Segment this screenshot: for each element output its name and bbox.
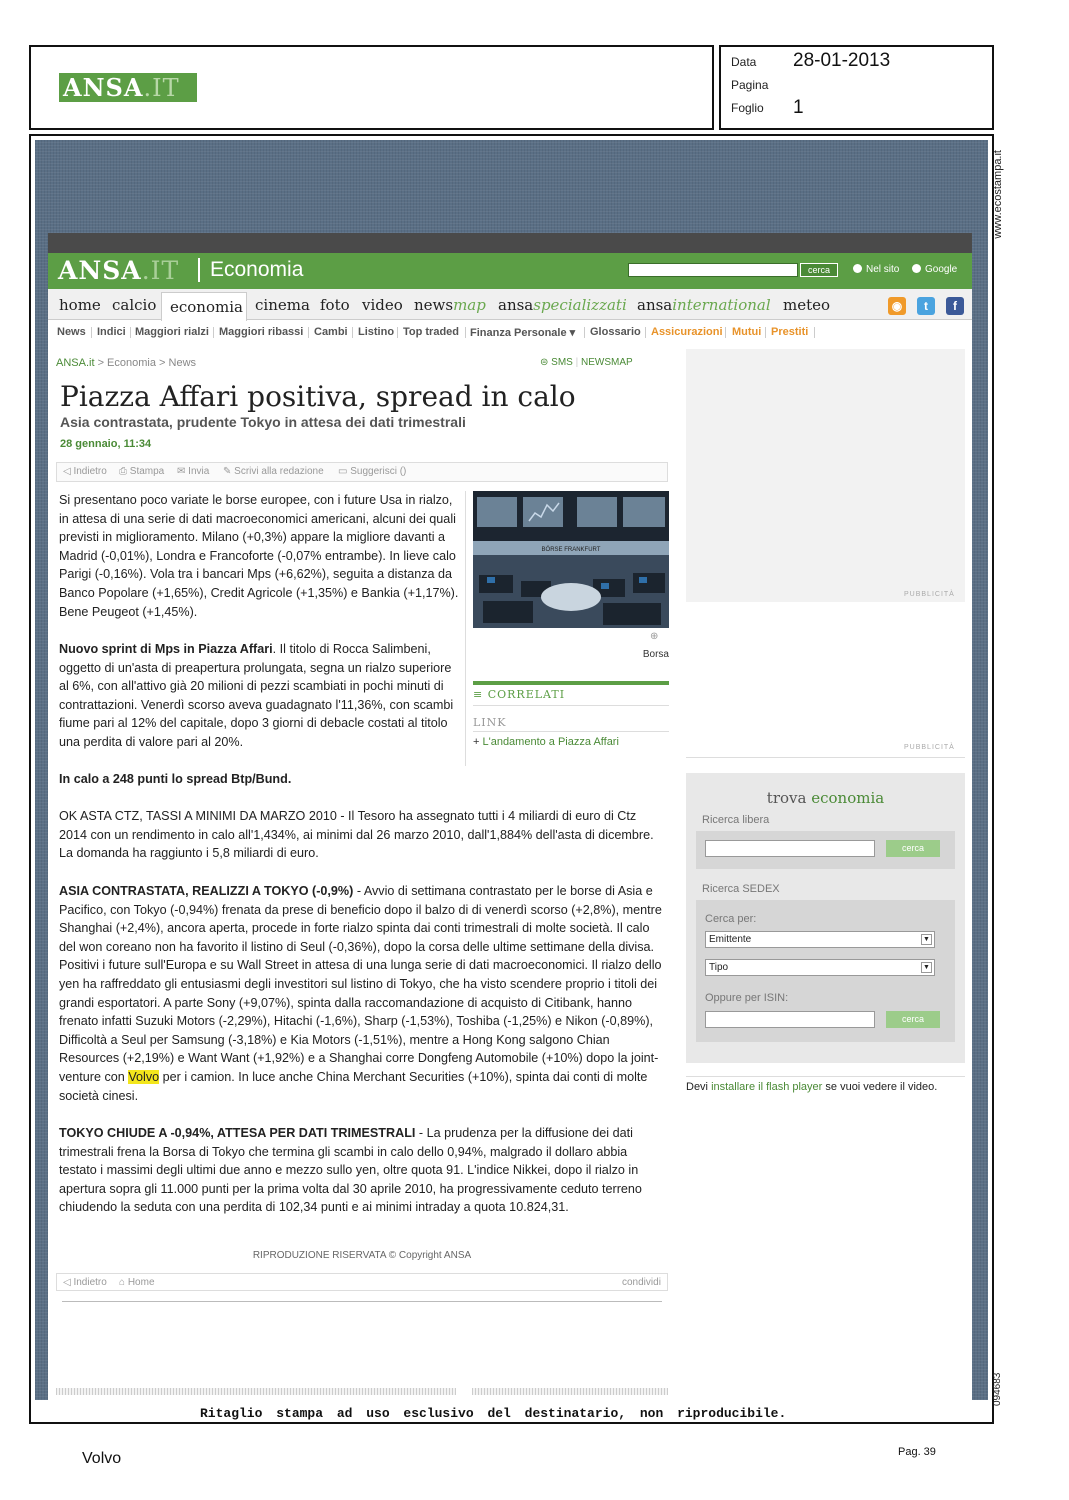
divider xyxy=(473,705,669,706)
write-editor-button[interactable]: ✎ Scrivi alla redazione xyxy=(223,466,324,477)
subnav-mutui[interactable]: Mutui xyxy=(732,326,762,338)
bottom-home-button[interactable]: ⌂ Home xyxy=(119,1277,155,1288)
pagina-label: Pagina xyxy=(731,78,769,92)
footer-page-number: Pag. 39 xyxy=(898,1446,936,1458)
trova-economia-box xyxy=(686,773,965,1063)
ricerca-libera-panel xyxy=(696,831,955,869)
footer-strip xyxy=(472,1388,668,1395)
newsmap-link[interactable]: NEWSMAP xyxy=(581,357,633,368)
breadcrumb-path: > Economia > News xyxy=(94,357,197,369)
footer-brand: Volvo xyxy=(82,1450,122,1467)
article-subtitle: Asia contrastata, prudente Tokyo in attesa dei dati trimestrali xyxy=(60,414,466,430)
clipping-meta-box xyxy=(719,45,994,130)
nav-economia[interactable]: economia xyxy=(170,298,243,316)
sms-bar: ⊜ SMS | NEWSMAP xyxy=(540,357,633,368)
data-value: 28-01-2013 xyxy=(793,50,891,71)
divider xyxy=(308,327,309,338)
ricerca-libera-input[interactable] xyxy=(705,840,875,857)
isin-label: Oppure per ISIN: xyxy=(705,992,789,1004)
divider xyxy=(645,327,646,338)
chevron-down-icon: ▼ xyxy=(921,962,932,973)
nav-video[interactable]: video xyxy=(362,296,403,314)
copyright: RIPRODUZIONE RISERVATA © Copyright ANSA xyxy=(252,1250,472,1261)
article-photo[interactable] xyxy=(473,491,669,628)
suggest-button[interactable]: ▭ Suggerisci () xyxy=(338,466,407,477)
site-header xyxy=(48,253,972,289)
correlati-bar xyxy=(473,681,669,685)
divider xyxy=(91,327,92,338)
isin-input[interactable] xyxy=(705,1011,875,1028)
breadcrumb xyxy=(56,357,196,369)
stock-exchange-photo xyxy=(473,491,669,628)
radio-dot-icon xyxy=(912,264,921,273)
side-url: www.ecostampa.it xyxy=(992,150,1004,239)
data-label: Data xyxy=(731,55,757,69)
subnav-finanza-personale[interactable]: Finanza Personale ▾ xyxy=(470,327,576,339)
divider xyxy=(814,327,815,338)
ansa-logo: ANSA.IT xyxy=(59,73,197,102)
main-nav xyxy=(48,289,972,320)
facebook-icon[interactable]: f xyxy=(946,297,964,315)
sms-link[interactable]: ⊜ SMS xyxy=(540,357,573,368)
divider xyxy=(352,327,353,338)
divider xyxy=(686,1076,965,1077)
sub-nav xyxy=(48,321,972,343)
search-input[interactable] xyxy=(628,263,798,277)
ad-slot-1[interactable]: PUBBLICITÀ xyxy=(686,349,965,602)
print-button[interactable]: ⎙ Stampa xyxy=(119,466,165,477)
article-toolbar xyxy=(56,462,668,482)
emittente-select[interactable]: Emittente ▼ xyxy=(705,931,935,948)
paragraph-1: Si presentano poco variate le borse europee, con i future Usa in rialzo, in attesa di una serie di dati macroeconomici americani, alcuni dei quali previsti in miglioramento. Milano (+0,3%) appare la migliore davanti a Madrid (-0,01%), Londra e Francoforte (-0,07% entrambe). In lieve calo Parigi (-0,16%). Vola tra i bancari Mps (+6,62%), seguita a distanza da Banco Popolare (+1,65%), Credit Agricole (+1,35%) e Bankia (+1,17%). Bene Peugeot (+1,45%). xyxy=(59,493,459,619)
subnav-prestiti[interactable]: Prestiti xyxy=(771,326,809,338)
bottom-toolbar xyxy=(56,1273,668,1291)
related-link[interactable]: + L'andamento a Piazza Affari xyxy=(473,736,619,748)
article-title: Piazza Affari positiva, spread in calo xyxy=(60,380,576,413)
ricerca-libera-button[interactable]: cerca xyxy=(886,840,940,857)
divider xyxy=(62,1301,662,1302)
divider xyxy=(725,327,726,338)
side-code: 094683 xyxy=(992,1372,1003,1406)
subnav-indici[interactable]: Indici xyxy=(97,326,126,338)
subnav-maggiori-rialzi[interactable]: Maggiori rialzi xyxy=(135,326,209,338)
subnav-glossario[interactable]: Glossario xyxy=(590,326,641,338)
photo-caption: Borsa xyxy=(642,649,669,660)
paragraph-3: In calo a 248 punti lo spread Btp/Bund. xyxy=(59,772,292,786)
article-date: 28 gennaio, 11:34 xyxy=(60,438,152,450)
subnav-assicurazioni[interactable]: Assicurazioni xyxy=(651,326,723,338)
divider xyxy=(465,327,466,338)
tipo-select[interactable]: Tipo ▼ xyxy=(705,959,935,976)
correlati-header: ≡ CORRELATI xyxy=(473,688,566,701)
nav-meteo[interactable]: meteo xyxy=(783,296,831,314)
svg-text:BÖRSE FRANKFURT: BÖRSE FRANKFURT xyxy=(541,547,601,553)
nav-newsmap[interactable]: newsmap xyxy=(414,296,486,314)
divider xyxy=(686,757,965,758)
nav-cinema[interactable]: cinema xyxy=(255,296,310,314)
subnav-listino[interactable]: Listino xyxy=(358,326,395,338)
footer-strip xyxy=(56,1388,456,1395)
divider xyxy=(130,327,131,338)
nav-foto[interactable]: foto xyxy=(320,296,350,314)
subnav-news[interactable]: News xyxy=(57,326,86,338)
ricerca-sedex-label: Ricerca SEDEX xyxy=(702,883,780,895)
foglio-label: Foglio xyxy=(731,101,764,115)
paragraph-6: TOKYO CHIUDE A -0,94%, ATTESA PER DATI TRIMESTRALI - La prudenza per la diffusione dei dati trimestrali frena la Borsa di Tokyo che termina gli scambi in calo dello 0,94%, malgrado il dollaro abbia testato i massimi degli ultimi due anno e mezzo sullo yen, oltre quota 91. L'indice Nikkei, dopo il rialzo in apertura sopra gli 11.000 punti per la prima volta dal 30 aprile 2010, ha progressivamente ceduto terreno chiudendo la seduta con una perdita di 102,34 punti e ai minimi intraday a quota 10.824,31. xyxy=(59,1126,642,1215)
subnav-top-traded[interactable]: Top traded xyxy=(403,326,460,338)
nav-calcio[interactable]: calcio xyxy=(112,296,157,314)
clipping-header-left xyxy=(29,45,714,130)
ad-label-2: PUBBLICITÀ xyxy=(904,744,955,751)
paragraph-4: OK ASTA CTZ, TASSI A MINIMI DA MARZO 2010 - Il Tesoro ha assegnato tutti i 4 miliardi di euro di Ctz 2014 con un rendimento in calo all'1,434%, ai minimi dal 26 marzo 2010, dall'1,884% dell'asta di dicembre. La domanda ha raggiunto i 5,8 miliardi di euro. xyxy=(59,809,654,861)
flash-link[interactable]: installare il flash player xyxy=(711,1081,823,1093)
breadcrumb-home[interactable]: ANSA.it xyxy=(56,357,95,369)
top-bar xyxy=(48,233,972,253)
send-button[interactable]: ✉ Invia xyxy=(177,466,210,477)
divider xyxy=(473,731,669,732)
search-button[interactable]: cerca xyxy=(800,263,838,277)
rss-icon[interactable]: ◉ xyxy=(888,297,906,315)
ricerca-libera-label: Ricerca libera xyxy=(702,814,770,826)
subnav-cambi[interactable]: Cambi xyxy=(314,326,348,338)
paragraph-2: Nuovo sprint di Mps in Piazza Affari. Il titolo di Rocca Salimbeni, oggetto di un'asta di preapertura prolungata, segna un rialzo superiore al 6%, con all'attivo già 20 milioni di pezzi scambiati in pochi minuti di contrattazioni. Venerdì scorso aveva guadagnato l'11,36%, con scambi fiume pari al 12% del capitale, dopo 3 giorni di debacle costati al titolo una perdita di valore pari al 20%. xyxy=(59,642,454,749)
zoom-icon[interactable]: ⊕ xyxy=(650,631,659,642)
share-button[interactable]: condividi xyxy=(622,1277,661,1288)
divider xyxy=(765,327,766,338)
radio-dot-icon xyxy=(853,264,862,273)
highlight-volvo: Volvo xyxy=(128,1069,160,1084)
flash-notice: Devi installare il flash player se vuoi vedere il video. xyxy=(686,1081,938,1093)
subnav-maggiori-ribassi[interactable]: Maggiori ribassi xyxy=(219,326,304,338)
bottom-back-button[interactable]: ◁ Indietro xyxy=(63,1277,107,1288)
cerca-per-label: Cerca per: xyxy=(705,913,757,925)
divider xyxy=(397,327,398,338)
divider xyxy=(465,491,466,766)
radio-site[interactable]: Nel sito xyxy=(853,264,899,275)
chevron-down-icon: ▼ xyxy=(921,934,932,945)
clipping-disclaimer: Ritaglio stampa ad uso esclusivo del destinatario, non riproducibile. xyxy=(200,1406,787,1421)
divider xyxy=(584,327,585,338)
nav-ansa-international[interactable]: ansainternational xyxy=(637,296,771,314)
link-header: LINK xyxy=(473,716,507,729)
ricerca-sedex-panel xyxy=(696,900,955,1042)
site-logo[interactable]: ANSA.IT xyxy=(58,256,180,285)
paragraph-5: ASIA CONTRASTATA, REALIZZI A TOKYO (-0,9%) - Avvio di settimana contrastato per le borse di Asia e Pacifico, con Tokyo (-0,94%) frenata da prese di beneficio dopo il balzo di di venerdì scorso (+2,8%), mentre Shanghai (+2,4%), ancora aperta, procede in forte rialzo spinta dai conti trimestrali di molte società. Il calo del won coreano non ha favorito il listino di Seul (-0,36%), dopo la corsa delle ultime settimane della divisa. Positivi i future sull'Europa e su Wall Street in attesa di una lunga serie di dati macroeconomici. Il rialzo dello yen ha raffreddato gli entusiasmi degli investitori sul listino di Tokyo, che ha visto scendere proprio i titoli dei grandi esportatori. A parte Sony (+9,07%), spinta dalla raccomandazione di acquisto di Citibank, hanno frenato infatti Suzuki Motors (-2,29%), Hitachi (-1,6%), Sharp (-1,53%), Toshiba (-1,25%) e Nikon (-0,89%), Difficoltà a Seul per Samsung (-3,18%) e Kia Motors (-1,51%), mentre a Hong Kong salgono Chian Resources (+2,19%) e Want Want (+1,92%) e a Shanghai corre Dongfeng Automobile (+10%) dopo la joint-venture con Volvo per i camion. In luce anche China Merchant Securities (+10%), spinta dai conti di molte società cinesi. xyxy=(59,884,662,1103)
foglio-value: 1 xyxy=(793,97,804,118)
divider xyxy=(213,327,214,338)
nav-ansa-specializzati[interactable]: ansaspecializzati xyxy=(498,296,627,314)
isin-search-button[interactable]: cerca xyxy=(886,1011,940,1028)
trova-title: trova economia xyxy=(766,789,885,807)
nav-home[interactable]: home xyxy=(59,296,101,314)
radio-google[interactable]: Google xyxy=(912,264,957,275)
back-button[interactable]: ◁ Indietro xyxy=(63,466,107,477)
section-title: Economia xyxy=(198,258,303,282)
twitter-icon[interactable]: t xyxy=(917,297,935,315)
